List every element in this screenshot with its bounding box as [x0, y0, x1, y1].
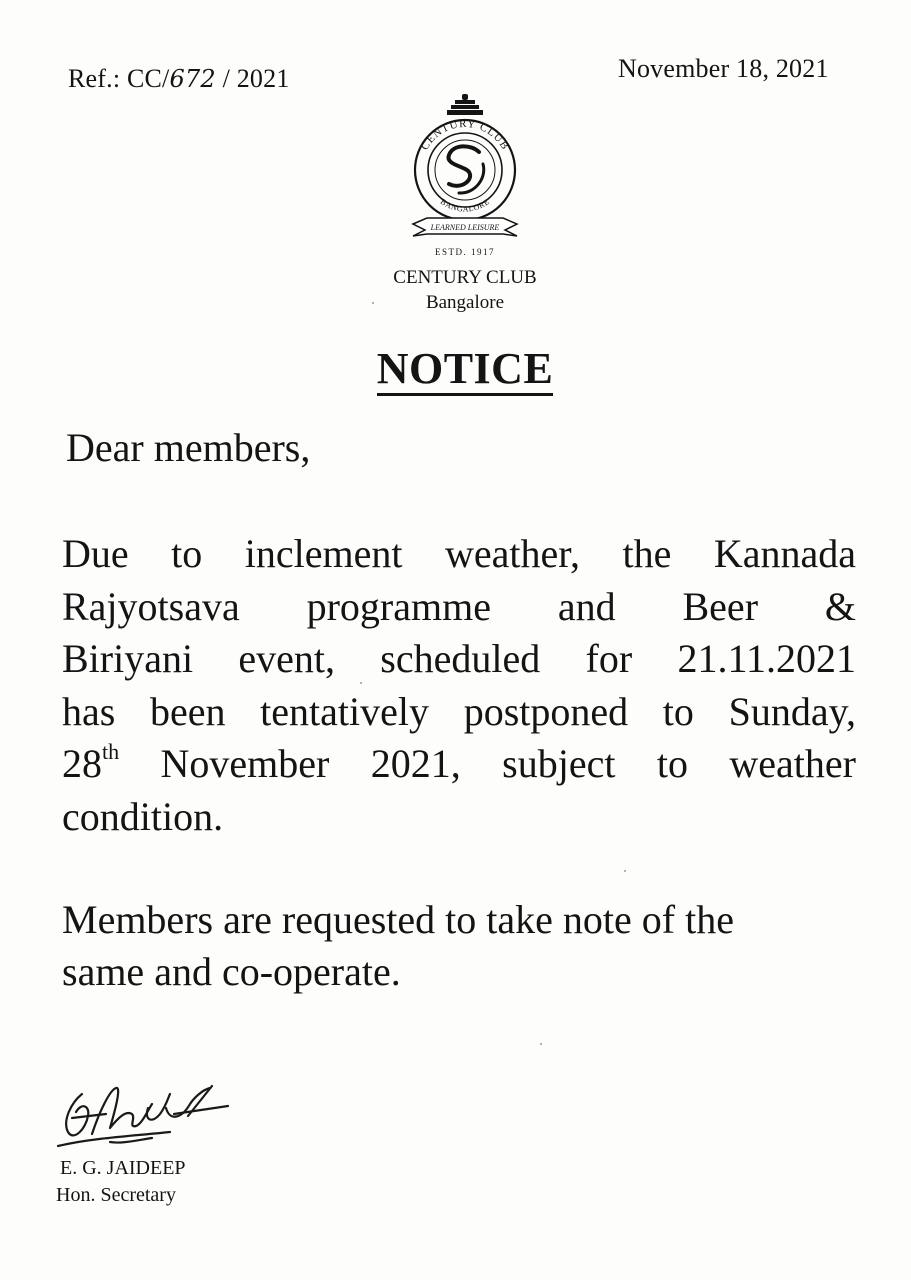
notice-title	[340, 344, 590, 394]
logo-monogram	[448, 146, 483, 193]
body-line-3: Biriyani event, scheduled for 21.11.2021	[62, 636, 856, 681]
scan-speck	[360, 682, 362, 684]
notice-date: November 18, 2021	[618, 54, 829, 83]
club-name: CENTURY CLUB	[393, 267, 537, 288]
body-line-5-ordinal: th	[102, 738, 120, 764]
request-paragraph	[62, 894, 856, 998]
logo-ribbon-text: LEARNED LEISURE	[430, 223, 500, 232]
body-line-5	[62, 738, 856, 791]
request-line-1: Members are requested to take note of the	[62, 897, 734, 942]
body-line-4: has been tentatively postponed to Sunday,	[62, 688, 856, 734]
logo-ribbon	[413, 218, 517, 236]
scan-speck	[624, 870, 626, 872]
body-line-5-rest: November 2021, subject to weather	[119, 741, 856, 786]
scan-speck	[372, 302, 374, 304]
body-line-6: condition.	[62, 793, 224, 839]
salutation: Dear members,	[66, 425, 311, 470]
logo-crown	[447, 94, 483, 115]
reference-number	[68, 64, 290, 94]
body-line-2: Rajyotsava programme and Beer &	[62, 583, 856, 629]
reference-prefix: Ref.: CC/	[68, 64, 170, 93]
club-city: Bangalore	[425, 292, 505, 313]
century-club-logo	[405, 92, 525, 267]
body-line-5-day: 28	[62, 741, 102, 786]
handwritten-signature	[52, 1080, 232, 1160]
reference-suffix: / 2021	[215, 64, 290, 93]
signatory-name: E. G. JAIDEEP	[60, 1157, 186, 1179]
reference-handwritten-number: 672	[169, 65, 216, 93]
notice-title-text: NOTICE	[377, 344, 554, 396]
logo-established-text: ESTD. 1917	[435, 247, 495, 257]
logo-ring-top-text: CENTURY CLUB	[418, 117, 512, 153]
request-line-2: same and co-operate.	[62, 949, 401, 994]
logo-ring-bottom-text: BANGALORE	[438, 197, 492, 214]
signatory-title: Hon. Secretary	[56, 1184, 176, 1206]
notice-body-paragraph	[62, 528, 856, 843]
scan-speck	[540, 1043, 542, 1045]
body-line-1: Due to inclement weather, the Kannada	[62, 531, 856, 576]
